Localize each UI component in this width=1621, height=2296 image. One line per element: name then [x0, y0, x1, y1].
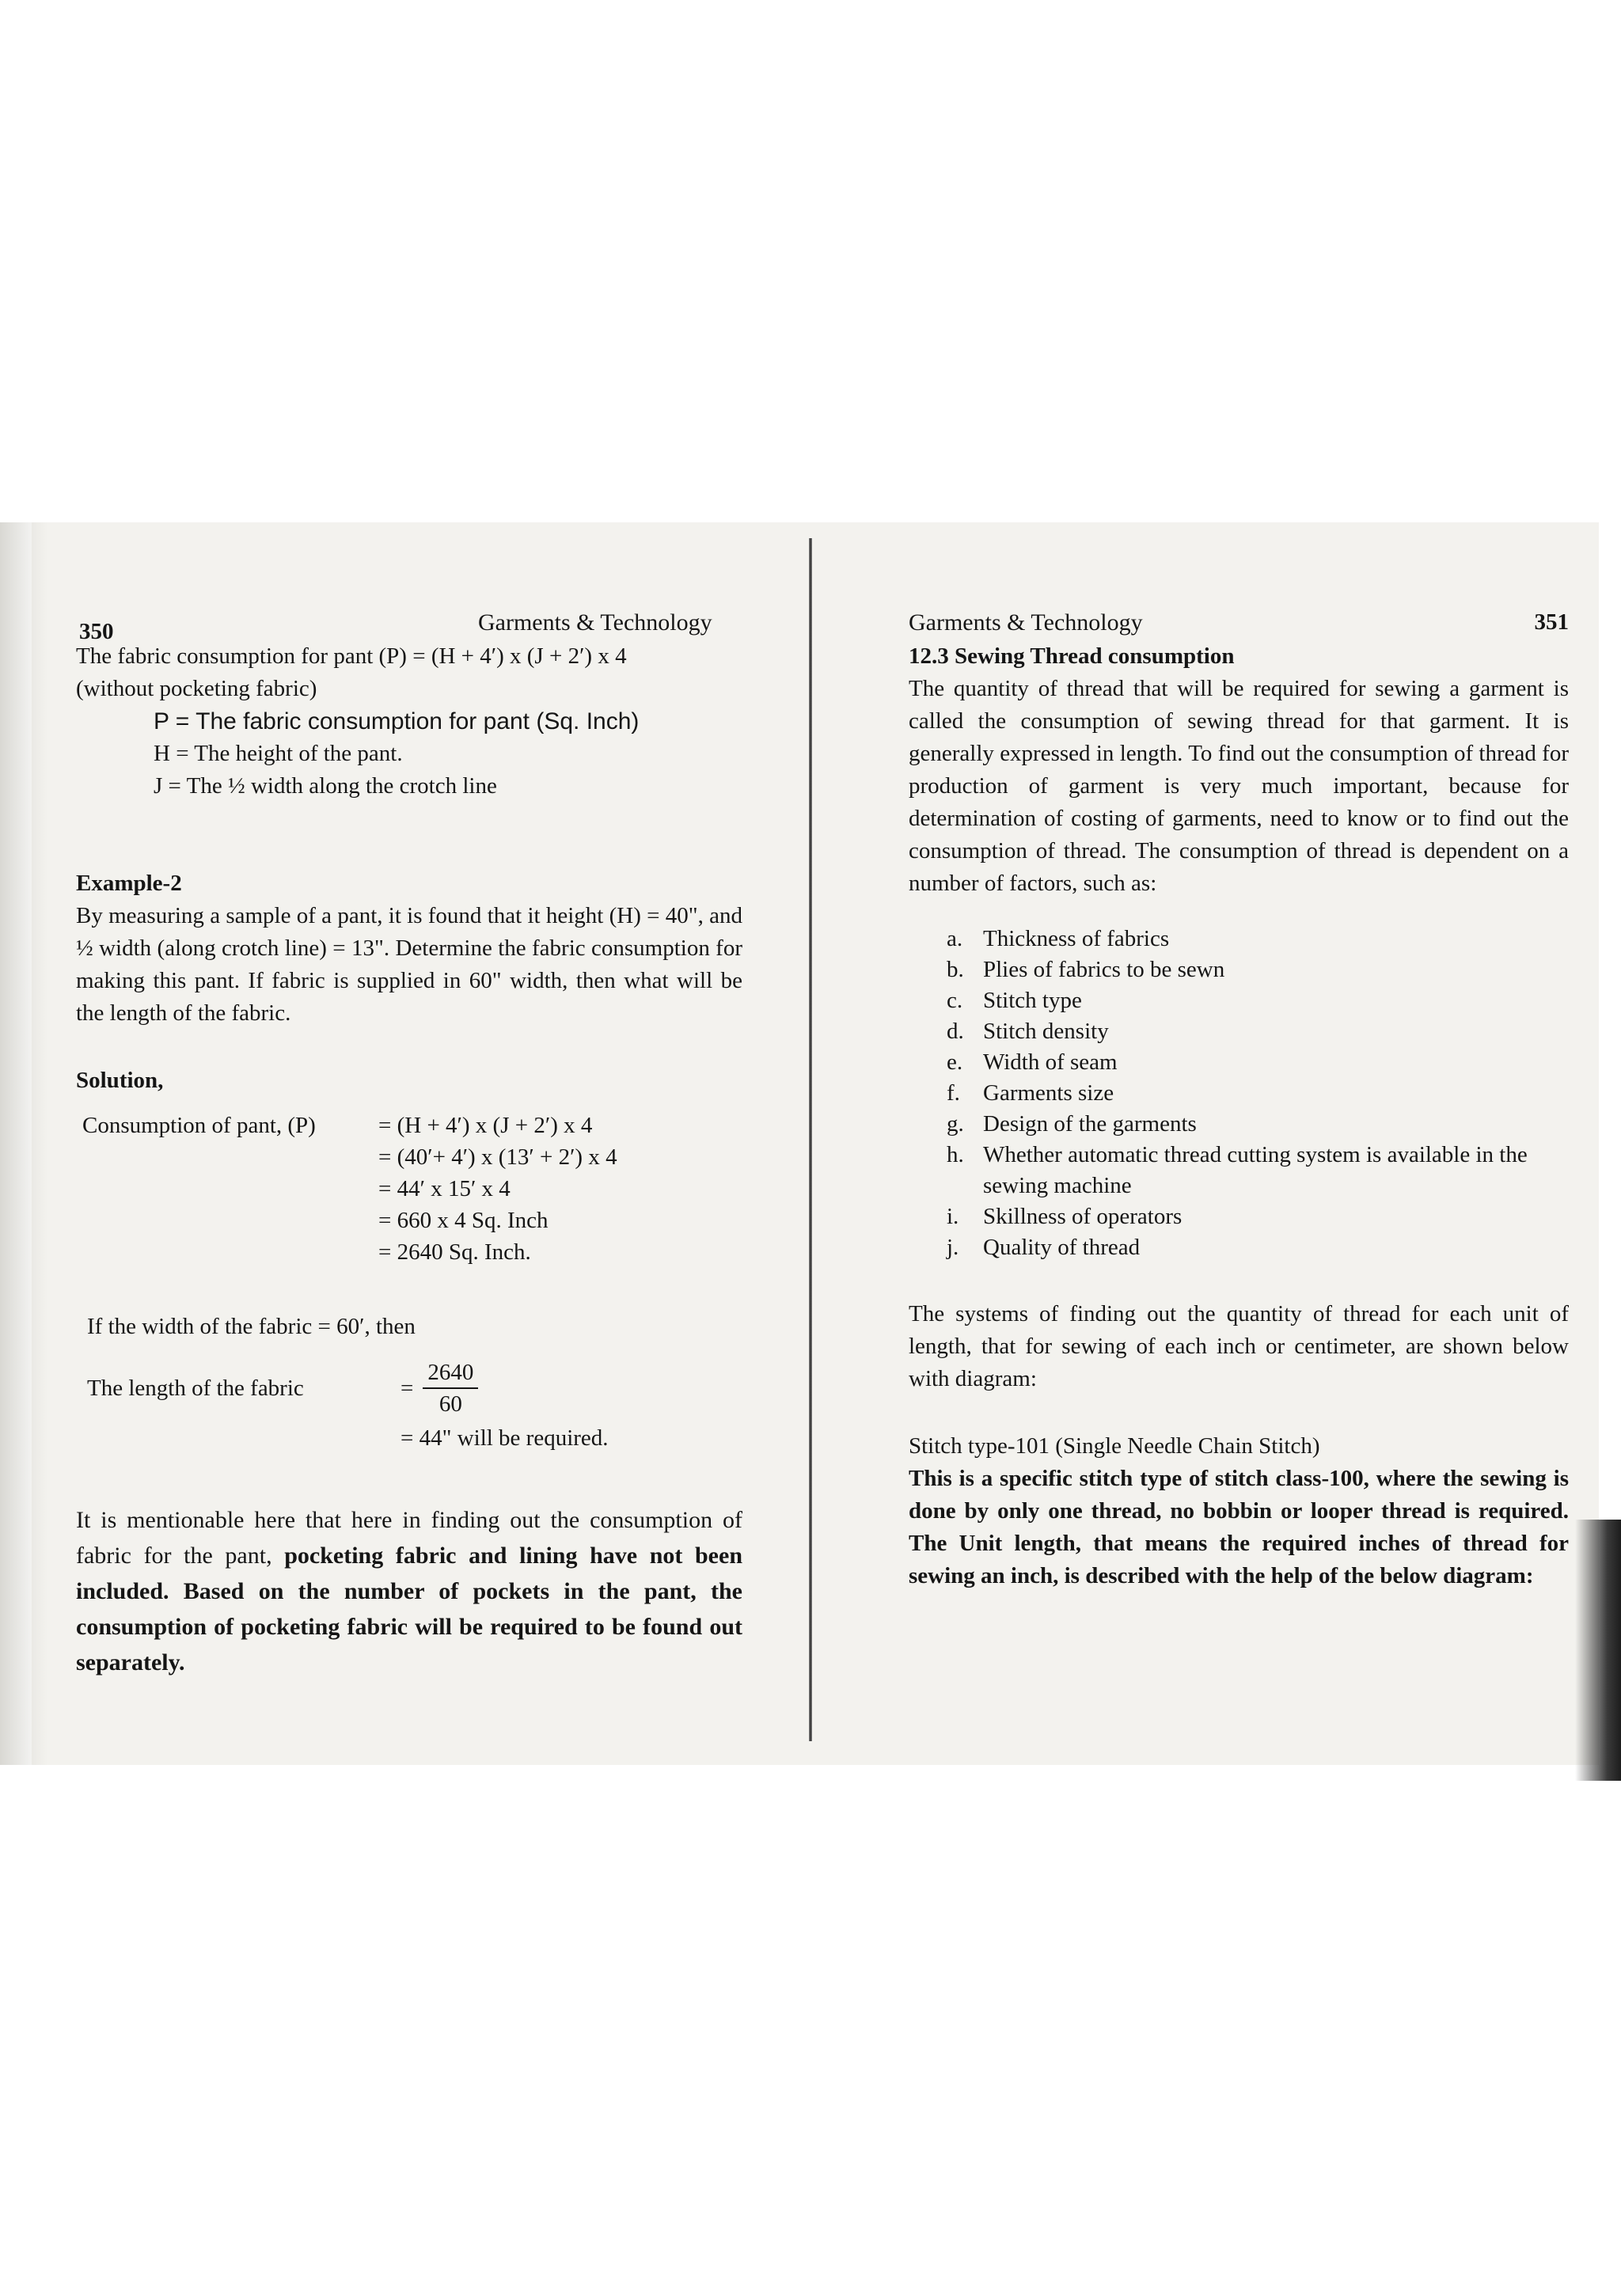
list-item [947, 1016, 1569, 1047]
definition-j: J = The ½ width along the crotch line [154, 773, 497, 799]
list-text: Garments size [983, 1080, 1114, 1106]
section-heading: 12.3 Sewing Thread consumption [909, 643, 1235, 669]
list-text: Design of the garments [983, 1111, 1197, 1137]
list-marker: e. [947, 1049, 963, 1075]
consumption-label: Consumption of pant, (P) [82, 1113, 316, 1138]
fabric-width-line: If the width of the fabric = 60′, then [87, 1314, 416, 1339]
list-item [947, 1232, 1569, 1263]
list-text: Skillness of operators [983, 1204, 1183, 1229]
required-length: = 44" will be required. [401, 1425, 609, 1451]
length-label: The length of the fabric [87, 1375, 304, 1401]
note-lead: It is mentionable here that here in finding out the consumption of fabric for the pant, [76, 1507, 742, 1569]
example-text: By measuring a sample of a pant, it is found that it height (H) = 40", and ½ width (along crotch line) = 13". Determine the fabric consumption for making this pant. If fabric is supplied in 60" width, then what will be the length of the fabric. [76, 903, 742, 1026]
right-page [909, 606, 1569, 1592]
list-item [947, 1047, 1569, 1078]
list-text: Stitch density [983, 1019, 1109, 1044]
calc-step: = 44′ x 15′ x 4 [378, 1176, 511, 1201]
running-title: Garments & Technology [909, 609, 1143, 636]
fraction-denominator: 60 [438, 1391, 462, 1417]
list-text: Thickness of fabrics [983, 926, 1170, 951]
list-item [947, 1078, 1569, 1109]
formula-note: (without pocketing fabric) [76, 676, 317, 701]
page-number: 350 [79, 619, 114, 644]
list-text: Plies of fabrics to be sewn [983, 957, 1225, 982]
calc-step: = (40′+ 4′) x (13′ + 2′) x 4 [378, 1144, 617, 1170]
calculation [76, 1110, 742, 1268]
list-marker: h. [947, 1142, 964, 1167]
calc-step: = 660 x 4 Sq. Inch [378, 1208, 549, 1233]
example-heading: Example-2 [76, 871, 182, 896]
list-marker: j. [947, 1235, 959, 1260]
list-marker: d. [947, 1019, 964, 1044]
left-page [76, 606, 742, 1704]
running-title: Garments & Technology [478, 609, 712, 636]
book-spine [809, 538, 812, 1741]
definitions [76, 705, 742, 803]
definition-p: P = The fabric consumption for pant (Sq. Inch) [154, 708, 640, 734]
fraction-numerator: 2640 [423, 1357, 478, 1389]
calc-step: = (H + 4′) x (J + 2′) x 4 [378, 1113, 593, 1138]
list-item [947, 1140, 1569, 1201]
list-text: Width of seam [983, 1049, 1118, 1075]
fraction [423, 1357, 478, 1419]
note-paragraph [76, 1502, 742, 1680]
systems-paragraph: The systems of finding out the quantity of thread for each unit of length, that for sewing of each inch or centimeter, are shown below with diagram: [909, 1301, 1569, 1391]
left-edge-shadow [0, 522, 47, 1765]
list-text: Stitch type [983, 988, 1082, 1013]
list-marker: c. [947, 988, 963, 1013]
list-text: Quality of thread [983, 1235, 1141, 1260]
stitch-paragraph: This is a specific stitch type of stitch class-100, where the sewing is done by only one thread, no bobbin or looper thread is required. The Unit length, that means the required inches of thread for sewing an inch, is described with the help of the below diagram: [909, 1466, 1569, 1588]
right-edge-shadow [1575, 1520, 1621, 1781]
list-marker: i. [947, 1204, 959, 1229]
solution-heading: Solution, [76, 1068, 164, 1093]
note-rest: pocketing fabric and lining have not been included. Based on the number of pockets in the pant, the consumption of pocketing fabric will be required to be found out separately. [76, 1543, 742, 1676]
list-marker: a. [947, 926, 963, 951]
page-number: 351 [1534, 609, 1569, 635]
length-calculation [76, 1357, 742, 1419]
list-item [947, 985, 1569, 1016]
factor-list [909, 924, 1569, 1263]
definition-h: H = The height of the pant. [154, 741, 403, 766]
list-item [947, 924, 1569, 954]
list-marker: b. [947, 957, 964, 982]
right-page-header [909, 606, 1569, 639]
list-item [947, 1201, 1569, 1232]
list-text: Whether automatic thread cutting system is available in the sewing machine [983, 1142, 1528, 1198]
list-marker: g. [947, 1111, 964, 1137]
calculation-steps [378, 1110, 617, 1268]
formula-line: The fabric consumption for pant (P) = (H + 4′) x (J + 2′) x 4 [76, 643, 627, 669]
calc-step: = 2640 Sq. Inch. [378, 1239, 531, 1265]
equals-sign: = [401, 1376, 414, 1401]
list-marker: f. [947, 1080, 960, 1106]
stitch-heading: Stitch type-101 (Single Needle Chain Stitch) [909, 1433, 1320, 1459]
intro-paragraph: The quantity of thread that will be required for sewing a garment is called the consumption of sewing thread for that garment. It is generally expressed in length. To find out the consumption of thread for production of garment is very much important, because for determination of costing of garments, need to know or to find out the consumption of thread. The consumption of thread is dependent on a number of factors, such as: [909, 676, 1569, 896]
left-page-header [76, 606, 742, 644]
list-item [947, 1109, 1569, 1140]
list-item [947, 954, 1569, 985]
